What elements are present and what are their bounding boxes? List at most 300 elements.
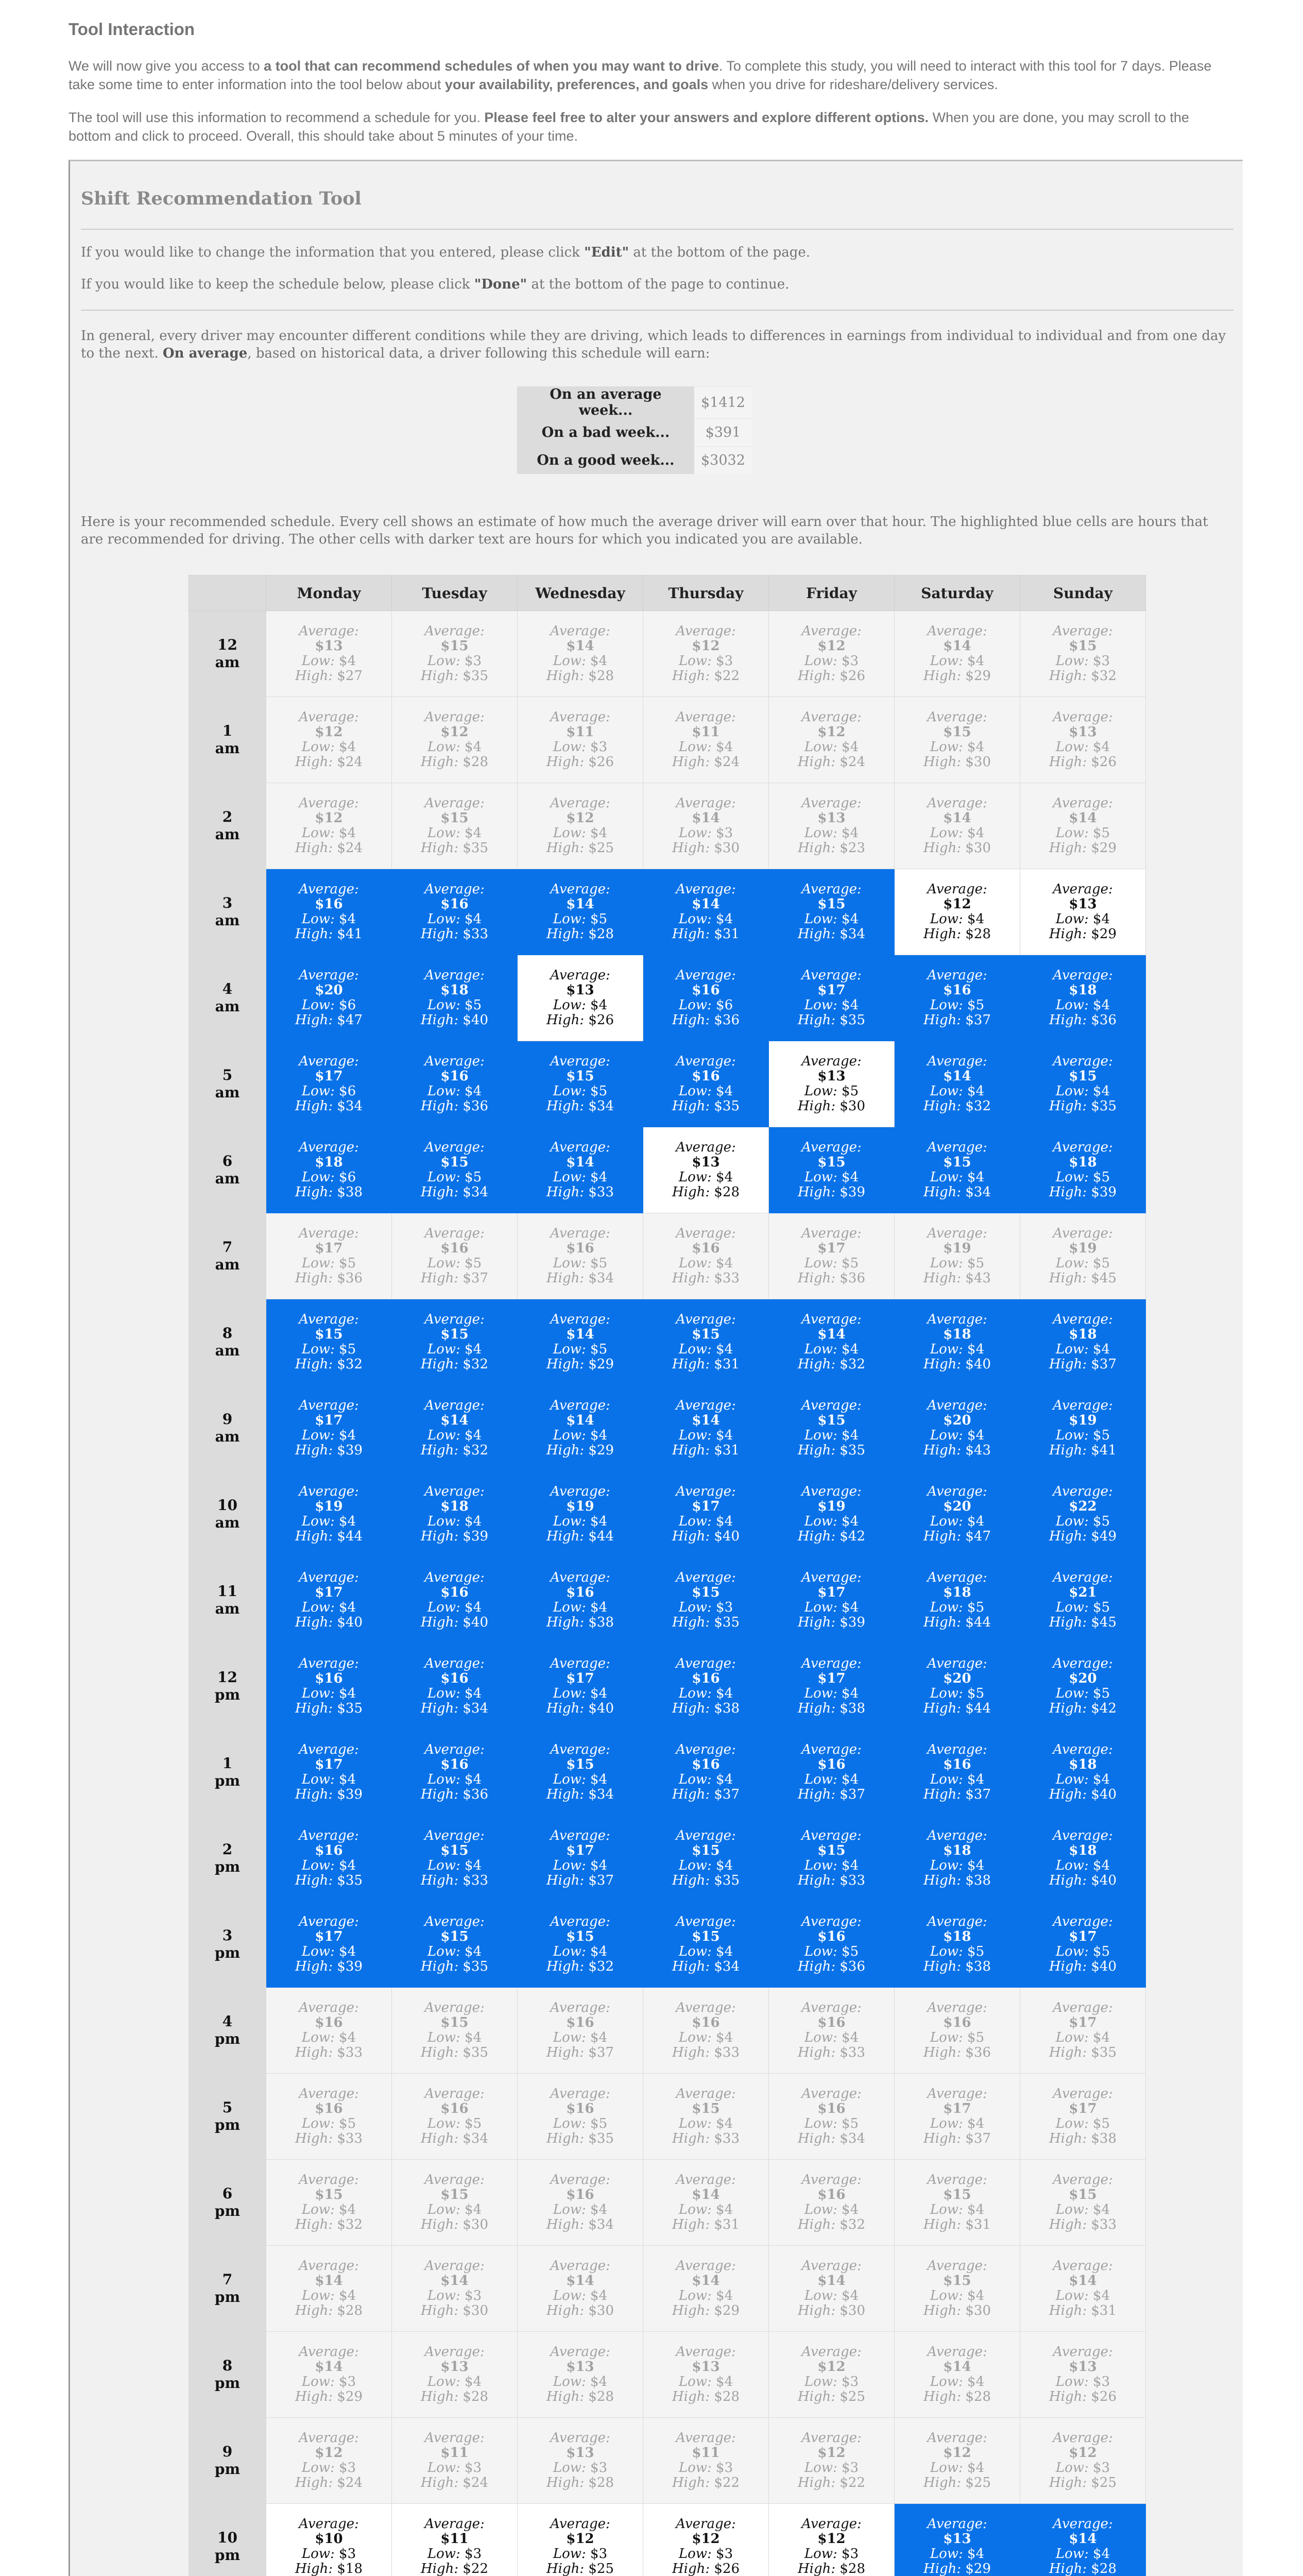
schedule-table [188,575,1146,2576]
unavailable-cell [643,2418,769,2504]
cell-high: High: $36 [672,1012,740,1028]
cell-average-value: $20 [943,1671,971,1686]
cell-high: High: $39 [797,1184,866,1200]
cell-high: High: $47 [295,1012,363,1028]
earnings-row [517,386,752,418]
cell-high: High: $44 [546,1529,614,1544]
hour-label-text: 7 am [215,1239,240,1273]
cell-average-label: Average: [676,1398,736,1413]
earnings-label: On a bad week... [517,418,694,446]
cell-low: Low: $4 [427,1600,482,1615]
hour-label [189,1643,266,1730]
cell-average-label: Average: [927,1914,987,1929]
cell-average-value: $18 [1069,1843,1097,1858]
cell-average-label: Average: [927,2258,987,2274]
cell-high: High: $36 [420,1787,489,1802]
cell-average-value: $15 [943,1155,971,1170]
cell-low: Low: $3 [678,1600,733,1615]
cell-low: Low: $4 [930,2460,985,2476]
cell-low: Low: $5 [553,1083,608,1099]
edit-instruction: If you would like to change the information that you entered, please click "Edit" at the bottom of the page. [81,245,811,260]
cell-average-value: $16 [566,1241,594,1256]
cell-high: High: $37 [923,2131,991,2146]
cell-low: Low: $4 [301,2202,356,2217]
cell-average-value: $17 [1069,2101,1097,2116]
cell-average-value: $17 [315,1757,343,1772]
available-cell [769,2504,895,2576]
cell-high: High: $39 [295,1959,363,1974]
cell-average-label: Average: [1053,1570,1113,1585]
cell-low: Low: $4 [804,739,859,755]
cell-low: Low: $4 [804,2202,859,2217]
divider [81,229,1233,230]
cell-average-label: Average: [1053,2086,1113,2102]
cell-average-label: Average: [1053,2516,1113,2532]
cell-average-label: Average: [424,623,485,639]
cell-average-value: $15 [692,2101,720,2116]
hour-label [189,1471,266,1557]
cell-average-value: $15 [440,810,469,826]
unavailable-cell [643,783,769,869]
cell-average-label: Average: [1053,2258,1113,2274]
hour-label-text: 5 pm [214,2099,241,2133]
unavailable-cell [266,2332,392,2418]
cell-high: High: $39 [295,1443,363,1458]
cell-low: Low: $4 [930,653,985,669]
unavailable-cell [769,2332,895,2418]
cell-low: Low: $4 [930,2374,985,2389]
cell-low: Low: $4 [930,1772,985,1787]
cell-low: Low: $5 [930,1256,985,1271]
cell-low: Low: $4 [1055,2546,1110,2562]
cell-average-label: Average: [676,1054,736,1069]
cell-high: High: $28 [672,2389,740,2404]
earnings-value: $1412 [694,386,752,418]
hour-label-text: 10 pm [214,2529,241,2564]
cell-high: High: $39 [1049,1184,1117,1200]
recommended-cell [895,1816,1020,1902]
hour-label [189,783,266,869]
cell-average-label: Average: [801,1570,862,1585]
cell-average-value: $18 [943,1327,971,1342]
cell-average-value: $15 [440,1327,469,1342]
cell-low: Low: $3 [678,653,733,669]
earnings-row [517,418,752,446]
cell-low: Low: $4 [553,1514,608,1529]
cell-low: Low: $3 [553,739,608,755]
cell-average-label: Average: [1053,2172,1113,2188]
cell-average-label: Average: [424,709,485,725]
unavailable-cell [643,2074,769,2160]
cell-average-value: $15 [1069,638,1097,654]
cell-average-label: Average: [299,1656,359,1671]
cell-average-label: Average: [1053,1226,1113,1241]
cell-average-label: Average: [676,2000,736,2015]
cell-high: High: $34 [295,1098,363,1114]
cell-average-value: $12 [566,810,594,826]
cell-high: High: $37 [1049,1357,1117,1372]
cell-average-label: Average: [1053,795,1113,811]
cell-average-value: $16 [692,1069,720,1084]
cell-low: Low: $5 [1055,1256,1110,1271]
unavailable-cell [392,2074,518,2160]
cell-average-label: Average: [299,1054,359,1069]
hour-label-text: 4 am [215,980,240,1015]
cell-average-label: Average: [1053,882,1113,897]
cell-low: Low: $4 [553,1772,608,1787]
cell-average-value: $17 [1069,2015,1097,2030]
cell-average-label: Average: [801,1914,862,1929]
cell-high: High: $49 [1049,1529,1117,1544]
cell-average-label: Average: [550,2430,610,2446]
cell-low: Low: $5 [427,2116,482,2131]
recommended-cell [392,1643,518,1730]
cell-average-label: Average: [299,1398,359,1413]
cell-high: High: $38 [1049,2131,1117,2146]
cell-low: Low: $4 [427,1944,482,1959]
cell-average-value: $12 [692,2531,720,2547]
cell-average-value: $13 [692,2359,720,2375]
cell-average-label: Average: [801,1226,862,1241]
cell-high: High: $45 [1049,1270,1117,1286]
cell-average-label: Average: [1053,1312,1113,1327]
cell-low: Low: $4 [678,1772,733,1787]
cell-average-label: Average: [424,1398,485,1413]
cell-average-label: Average: [1053,623,1113,639]
cell-high: High: $40 [923,1357,991,1372]
cell-average-value: $16 [817,2101,846,2116]
cell-low: Low: $4 [930,2202,985,2217]
cell-high: High: $34 [797,2131,866,2146]
unavailable-cell [895,697,1020,783]
cell-low: Low: $4 [301,1428,356,1443]
cell-average-value: $15 [440,638,469,654]
cell-average-value: $18 [440,1499,469,1514]
unavailable-cell [895,2074,1020,2160]
cell-low: Low: $4 [804,1858,859,1873]
unavailable-cell [266,697,392,783]
cell-average-label: Average: [1053,1914,1113,1929]
cell-average-value: $14 [943,1069,971,1084]
cell-high: High: $33 [672,2045,740,2060]
cell-average-value: $14 [692,2187,720,2202]
recommended-cell [895,1299,1020,1385]
cell-low: Low: $5 [804,1083,859,1099]
unavailable-cell [518,1213,643,1299]
cell-average-label: Average: [676,1656,736,1671]
cell-low: Low: $4 [427,2202,482,2217]
recommended-cell [518,1816,643,1902]
cell-average-value: $15 [566,1757,594,1772]
cell-average-label: Average: [550,709,610,725]
earnings-label: On an average week... [517,386,694,418]
hour-label-text: 3 am [215,894,240,929]
cell-average-label: Average: [299,709,359,725]
cell-average-value: $13 [566,2359,594,2375]
earnings-value: $3032 [694,446,752,474]
cell-average-value: $16 [817,1757,846,1772]
cell-high: High: $35 [420,840,489,856]
cell-average-label: Average: [299,623,359,639]
cell-average-label: Average: [299,2000,359,2015]
cell-average-label: Average: [424,2258,485,2274]
unavailable-cell [769,2160,895,2246]
cell-average-value: $15 [440,1843,469,1858]
cell-average-value: $18 [1069,982,1097,998]
cell-average-value: $16 [315,896,343,912]
recommended-cell [769,1902,895,1988]
cell-average-label: Average: [424,1828,485,1843]
cell-low: Low: $5 [553,1256,608,1271]
cell-average-label: Average: [550,1140,610,1155]
recommended-cell [895,1471,1020,1557]
cell-average-label: Average: [801,882,862,897]
cell-high: High: $35 [672,1615,740,1630]
cell-high: High: $31 [1049,2303,1117,2318]
cell-average-label: Average: [676,1570,736,1585]
hour-row [189,1902,1146,1988]
shift-tool-panel [68,160,1243,2576]
cell-low: Low: $4 [1055,2030,1110,2045]
cell-low: Low: $3 [1055,2460,1110,2476]
unavailable-cell [1020,783,1146,869]
recommended-cell [1020,1299,1146,1385]
cell-high: High: $30 [420,2217,489,2232]
unavailable-cell [895,1213,1020,1299]
cell-high: High: $24 [295,2475,363,2490]
cell-average-label: Average: [1053,1140,1113,1155]
unavailable-cell [895,2418,1020,2504]
recommended-cell [1020,2504,1146,2576]
cell-low: Low: $5 [1055,1170,1110,1185]
cell-average-value: $12 [315,810,343,826]
cell-high: High: $33 [797,2045,866,2060]
cell-high: High: $30 [923,754,991,770]
cell-average-value: $20 [1069,1671,1097,1686]
cell-average-label: Average: [1053,968,1113,983]
cell-average-value: $16 [817,1929,846,1944]
unavailable-cell [518,1988,643,2074]
recommended-cell [895,1557,1020,1643]
cell-average-value: $16 [440,896,469,912]
cell-average-value: $17 [566,1671,594,1686]
cell-average-label: Average: [550,2086,610,2102]
hour-label-text: 9 am [215,1411,240,1445]
cell-average-label: Average: [1053,1742,1113,1757]
cell-high: High: $34 [672,1959,740,1974]
cell-high: High: $39 [420,1529,489,1544]
recommended-cell [266,1471,392,1557]
cell-average-value: $14 [943,2359,971,2375]
cell-low: Low: $4 [301,1858,356,1873]
cell-high: High: $47 [923,1529,991,1544]
unavailable-cell [392,2332,518,2418]
cell-high: High: $37 [546,2045,614,2060]
cell-average-value: $12 [817,2445,846,2461]
cell-average-label: Average: [927,1484,987,1499]
cell-low: Low: $4 [553,1600,608,1615]
recommended-cell [643,869,769,955]
recommended-cell [1020,1816,1146,1902]
cell-low: Low: $4 [804,1170,859,1185]
cell-average-value: $18 [1069,1757,1097,1772]
cell-average-label: Average: [299,2430,359,2446]
recommended-cell [643,1730,769,1816]
available-cell [643,1127,769,1213]
cell-average-value: $15 [817,1413,846,1428]
cell-low: Low: $4 [427,2374,482,2389]
cell-average-value: $14 [315,2359,343,2375]
cell-average-label: Average: [424,1656,485,1671]
cell-average-value: $16 [315,2101,343,2116]
cell-low: Low: $3 [1055,653,1110,669]
cell-average-label: Average: [1053,2430,1113,2446]
cell-average-value: $17 [817,1585,846,1600]
cell-average-label: Average: [424,795,485,811]
cell-average-label: Average: [1053,709,1113,725]
recommended-cell [266,1643,392,1730]
cell-low: Low: $3 [678,2546,733,2562]
cell-high: High: $34 [546,2217,614,2232]
cell-average-label: Average: [927,2430,987,2446]
unavailable-cell [392,2160,518,2246]
cell-average-value: $15 [1069,1069,1097,1084]
cell-average-label: Average: [676,2172,736,2188]
cell-high: High: $30 [797,1098,866,1114]
cell-low: Low: $3 [301,2460,356,2476]
recommended-cell [392,1730,518,1816]
cell-average-label: Average: [927,2172,987,2188]
cell-low: Low: $4 [678,1428,733,1443]
cell-high: High: $38 [546,1615,614,1630]
unavailable-cell [1020,2246,1146,2332]
cell-low: Low: $5 [553,911,608,927]
hour-label [189,2246,266,2332]
recommended-cell [266,1041,392,1127]
unavailable-cell [643,1988,769,2074]
cell-high: High: $33 [672,2131,740,2146]
cell-low: Low: $4 [678,1342,733,1357]
recommended-cell [518,1471,643,1557]
hour-label [189,2160,266,2246]
cell-high: High: $28 [1049,2561,1117,2576]
cell-average-value: $17 [1069,1929,1097,1944]
cell-high: High: $31 [923,2217,991,2232]
unavailable-cell [769,2074,895,2160]
hour-row [189,2160,1146,2246]
cell-high: High: $33 [295,2131,363,2146]
cell-high: High: $33 [420,926,489,942]
cell-low: Low: $4 [553,2288,608,2303]
cell-average-label: Average: [801,709,862,725]
cell-high: High: $28 [546,668,614,684]
cell-average-value: $18 [943,1585,971,1600]
tool-title: Shift Recommendation Tool [81,188,362,209]
hour-row [189,2504,1146,2576]
cell-low: Low: $4 [1055,1083,1110,1099]
hour-row [189,783,1146,869]
cell-average-label: Average: [299,1742,359,1757]
schedule-description: Here is your recommended schedule. Every cell shows an estimate of how much the average driver will earn over that hour. The highlighted blue cells are hours that are recommended for driving. The other cells with darker text are hours for which you indicated you are available. [81,514,1208,547]
cell-low: Low: $3 [301,2546,356,2562]
recommended-cell [643,1557,769,1643]
cell-low: Low: $4 [804,1514,859,1529]
cell-high: High: $35 [1049,1098,1117,1114]
cell-average-label: Average: [927,623,987,639]
cell-high: High: $40 [672,1529,740,1544]
cell-low: Low: $4 [930,825,985,841]
cell-high: High: $26 [546,754,614,770]
cell-average-value: $16 [943,982,971,998]
cell-high: High: $30 [923,2303,991,2318]
cell-average-value: $16 [440,1585,469,1600]
unavailable-cell [392,697,518,783]
cell-high: High: $31 [672,2217,740,2232]
cell-average-label: Average: [676,1312,736,1327]
corner-header [189,575,266,611]
cell-high: High: $32 [923,1098,991,1114]
cell-low: Low: $4 [301,825,356,841]
cell-high: High: $35 [672,1098,740,1114]
recommended-cell [769,955,895,1041]
recommended-cell [266,1902,392,1988]
hour-label [189,1127,266,1213]
cell-average-label: Average: [1053,1484,1113,1499]
recommended-cell [895,2504,1020,2576]
cell-high: High: $35 [420,1959,489,1974]
hour-label-text: 11 am [215,1583,240,1617]
cell-average-label: Average: [801,1140,862,1155]
cell-high: High: $28 [546,2389,614,2404]
cell-low: Low: $4 [804,825,859,841]
hour-label-text: 2 pm [214,1841,241,1875]
cell-average-label: Average: [550,1054,610,1069]
cell-average-label: Average: [927,1398,987,1413]
cell-high: High: $36 [797,1270,866,1286]
cell-average-label: Average: [676,2430,736,2446]
cell-average-value: $15 [440,2187,469,2202]
hour-label [189,955,266,1041]
intro-paragraph-1: We will now give you access to a tool that can recommend schedules of when you may want to drive. To complete this study, you will need to interact with this tool for 7 days. Please take some time to enter information into the tool below about your availability, preferences, and goals when you drive for rideshare/delivery services. [68,58,1212,92]
cell-low: Low: $4 [427,1858,482,1873]
cell-high: High: $26 [672,2561,740,2576]
cell-average-label: Average: [801,1398,862,1413]
cell-high: High: $29 [923,2561,991,2576]
cell-low: Low: $4 [553,2374,608,2389]
cell-average-label: Average: [550,1570,610,1585]
unavailable-cell [643,1213,769,1299]
cell-average-value: $13 [1069,896,1097,912]
cell-high: High: $45 [1049,1615,1117,1630]
hour-row [189,1127,1146,1213]
cell-high: High: $38 [295,1184,363,1200]
unavailable-cell [769,697,895,783]
unavailable-cell [266,2418,392,2504]
cell-low: Low: $4 [678,2202,733,2217]
cell-high: High: $24 [295,840,363,856]
cell-high: High: $43 [923,1443,991,1458]
cell-average-value: $18 [943,1929,971,1944]
recommended-cell [266,1816,392,1902]
cell-average-value: $19 [817,1499,846,1514]
recommended-cell [769,869,895,955]
recommended-cell [769,1816,895,1902]
available-cell [518,2504,643,2576]
cell-low: Low: $3 [301,2374,356,2389]
unavailable-cell [1020,2332,1146,2418]
cell-low: Low: $4 [678,2116,733,2131]
cell-average-value: $13 [1069,2359,1097,2375]
